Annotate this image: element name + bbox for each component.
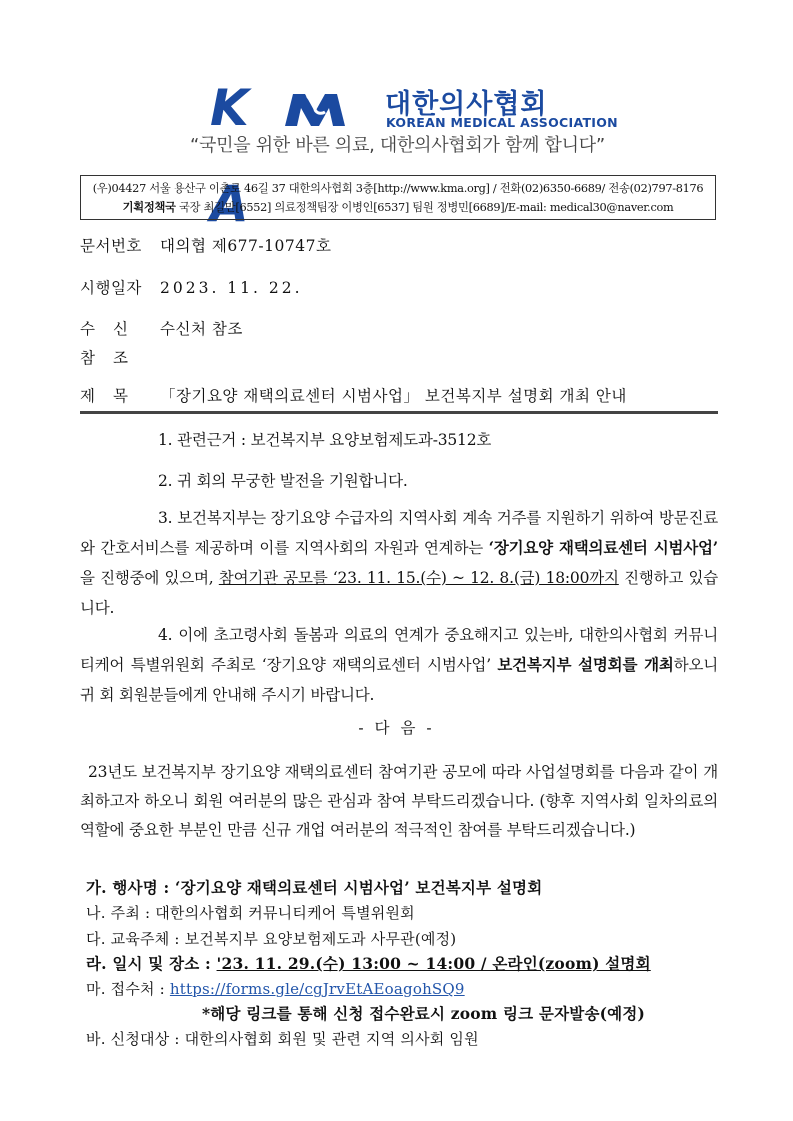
registration-link[interactable]: https://forms.gle/cgJrvEtAEoagohSQ9 — [169, 980, 465, 998]
paragraph-3-program: ‘장기요양 재택의료센터 시범사업’ — [488, 538, 719, 557]
intro-paragraph: 23년도 보건복지부 장기요양 재택의료센터 참여기관 공모에 따라 사업설명회를 다음과 같이 개최하고자 하오니 회원 여러분의 많은 관심과 참여 부탁드리겠습니다. (향후 지역사회 일차의료의 역할에 중요한 부분인 만큼 신규 개업 여러분의 적극적인 참여를 부탁드리겠습니다.) — [80, 763, 718, 839]
paragraph-3-text-c: 을 진행중에 있으며, — [80, 569, 219, 587]
subject-label: 제목 — [80, 387, 146, 405]
date-row — [80, 276, 303, 298]
paragraph-3-text-a: 3. 보건복지부는 장기요양 수급자의 지역사회 계속 거주를 지원하기 위하여 방문진료와 간호서비스를 제공하며 이를 지역사회의 자원과 연계하는 — [80, 509, 718, 557]
detail-note: *해당 링크를 통해 신청 접수완료시 zoom 링크 문자발송(예정) — [202, 1004, 646, 1023]
kma-letters: KA — [210, 79, 250, 233]
slogan: “국민을 위한 바른 의료, 대한의사협회가 함께 합니다” — [190, 135, 605, 156]
header-divider — [80, 411, 718, 414]
reference-row — [80, 346, 160, 368]
contact-staff — [81, 198, 715, 217]
contact-dept: 기획정책국 — [122, 200, 176, 214]
paragraph-4-highlight: 보건복지부 설명회를 개최 — [497, 655, 674, 674]
recipient-row — [80, 317, 243, 339]
contact-staff-rest: 국장 최길만[6552] 의료정책팀장 이병인[6537] 팀원 정병민[6689]/E-mail: medical30@naver.com — [175, 201, 674, 214]
detail-datetime-label: 라. 일시 및 장소 : — [86, 954, 217, 973]
doc-number-row — [80, 234, 331, 256]
detail-registration — [86, 978, 465, 999]
org-name-ko: 대한의사협회 — [385, 89, 548, 120]
paragraph-4-text-c: 하오니 귀 회 회원분들에게 안내해 주시기 바랍니다. — [80, 656, 718, 704]
date-value: 2023. 11. 22. — [160, 279, 303, 297]
recipient-label: 수신 — [80, 320, 146, 338]
contact-box — [80, 175, 716, 220]
paragraph-3-text-e: 진행하고 있습니다. — [80, 569, 719, 617]
org-name-en: KOREAN MEDICAL ASSOCIATION — [386, 115, 618, 130]
recipient-value: 수신처 참조 — [160, 320, 243, 338]
doc-number-value: 대의협 제677-10747호 — [160, 237, 332, 255]
reference-label: 참조 — [80, 349, 146, 367]
detail-host: 나. 주최 : 대한의사협회 커뮤니티케어 특별위원회 — [86, 904, 415, 922]
paragraph-2: 2. 귀 회의 무궁한 발전을 기원합니다. — [158, 472, 408, 490]
detail-datetime-value: '23. 11. 29.(수) 13:00 ~ 14:00 / 온라인(zoom) 설명회 — [216, 954, 651, 973]
next-heading: - 다 음 - — [358, 719, 435, 737]
paragraph-4 — [80, 620, 718, 710]
date-label: 시행일자 — [80, 279, 142, 297]
doc-number-label: 문서번호 — [80, 237, 142, 255]
detail-presenter: 다. 교육주체 : 보건복지부 요양보험제도과 사무관(예정) — [86, 930, 457, 948]
paragraph-3 — [80, 503, 718, 623]
detail-target: 바. 신청대상 : 대한의사협회 회원 및 관련 지역 의사회 임원 — [86, 1030, 479, 1048]
subject-value: 「장기요양 재택의료센터 시범사업」 보건복지부 설명회 개최 안내 — [160, 387, 627, 405]
paragraph-4-text-a: 4. 이에 초고령사회 돌봄과 의료의 연계가 중요해지고 있는바, 대한의사협회 커뮤니티케어 특별위원회 주최로 ‘장기요양 재택의료센터 시범사업’ — [80, 626, 718, 674]
paragraph-1: 1. 관련근거 : 보건복지부 요양보험제도과-3512호 — [158, 431, 492, 449]
detail-registration-label: 마. 접수처 : — [86, 980, 170, 998]
paragraph-3-period: 참여기관 공모를 ‘23. 11. 15.(수) ~ 12. 8.(금) 18:00까지 — [218, 569, 619, 587]
detail-event-name: 가. 행사명 : ‘장기요양 재택의료센터 시범사업’ 보건복지부 설명회 — [86, 878, 543, 897]
subject-row — [80, 384, 627, 406]
contact-address: (우)04427 서울 용산구 이촌로 46길 37 대한의사협회 3층[http://www.kma.org] / 전화(02)6350-6689/ 전송(02)797-8176 — [92, 182, 704, 195]
detail-datetime — [86, 952, 651, 974]
kma-emblem-icon — [283, 90, 347, 128]
